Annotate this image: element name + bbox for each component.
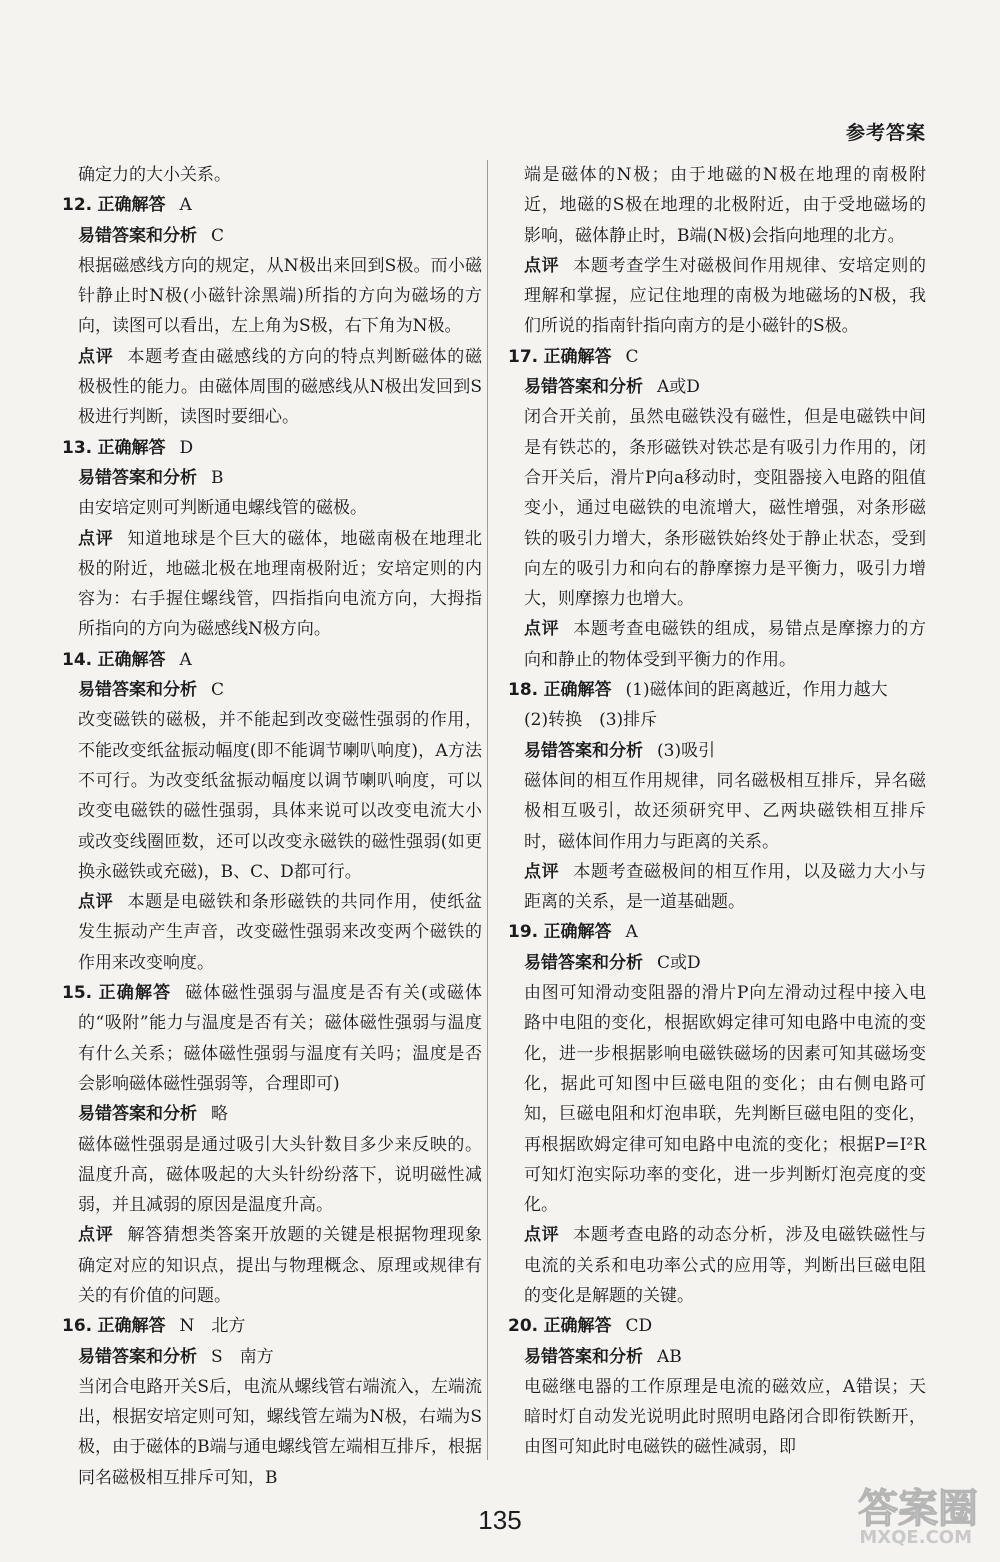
q18-wrong-line [508,736,926,766]
column-divider [487,160,488,1460]
q13-wrong-line [62,463,482,493]
q12-number: 12. [62,195,93,216]
q19-correct-label: 正确解答 [543,922,612,943]
intro-text: 确定力的大小关系。 [78,165,231,185]
q19-number: 19. [508,922,539,943]
q12-analysis: 根据磁感线方向的规定，从N极出来回到S极。而小磁针静止时N极(小磁针涂黑端)所指的方向为磁场的方向，读图可以看出，左上角为S极，右下角为N极。 [78,255,482,337]
q19-answer-line [508,917,926,947]
q12-correct-label: 正确解答 [97,195,166,216]
q14-correct-label: 正确解答 [97,649,166,670]
q16-comment-label: 点评 [524,255,560,276]
q17-wrong: A或D [657,377,700,398]
q19-analysis: 由图可知滑动变阻器的滑片P向左滑动过程中接入电路中电阻的变化，根据欧姆定律可知电路中电流的变化，进一步根据影响电磁铁磁场的因素可知其磁场变化，据此可知图中巨磁电阻的变化；由右侧电路可知，巨磁电阻和灯泡串联，先判断巨磁电阻的变化，再根据欧姆定律可知电路中电流的变化；根据P=I²R可知灯泡实际功率的变化，进一步判断灯泡亮度的变化。 [524,983,926,1216]
q16-number: 16. [62,1316,93,1337]
q18-number: 18. [508,680,539,701]
q17-comment-label: 点评 [524,619,560,640]
q12-wrong-line [62,221,482,251]
q20-wrong-line [508,1342,926,1372]
q13-wrong: B [211,467,224,488]
q15-correct-label: 正确解答 [98,983,172,1004]
q19-comment: 本题考查电路的动态分析，涉及电磁铁磁性与电流的关系和电功率公式的应用等，判断出巨磁电阻的变化是解题的关键。 [524,1225,927,1306]
q17-number: 17. [508,346,539,367]
q18-analysis: 磁体间的相互作用规律，同名磁极相互排斥，异名磁极相互吸引，故还须研究甲、乙两块磁铁相互排斥时，磁体间作用力与距离的关系。 [524,770,926,852]
q16-comment-line [508,251,926,342]
q15-comment-line [62,1220,482,1311]
q18-comment-line [508,857,926,918]
q19-wrong: C或D [657,952,701,973]
q12-comment-label: 点评 [78,346,114,367]
q19-comment-line [508,1220,926,1311]
q15-comment-label: 点评 [78,1225,114,1246]
q12-wrong: C [211,225,225,246]
q17-wrong-line [508,372,926,402]
q12-comment: 本题考查由磁感线的方向的特点判断磁体的磁极极性的能力。由磁体周围的磁感线从N极出发回到S极进行判断，读图时要细心。 [78,346,483,428]
q18-answer-line [508,675,926,705]
q12-comment-line [62,342,482,433]
q13-wrong-label: 易错答案和分析 [78,467,197,488]
q12-wrong-label: 易错答案和分析 [78,225,197,246]
q15-wrong-label: 易错答案和分析 [78,1104,197,1125]
q16-answer: N 北方 [179,1316,246,1337]
q18-correct-label: 正确解答 [543,680,612,701]
q20-wrong-label: 易错答案和分析 [524,1346,643,1367]
q20-wrong: AB [657,1346,682,1367]
watermark-main: 答案圈 [858,1486,978,1532]
q12-answer: A [179,195,192,216]
q15-analysis: 磁体磁性强弱是通过吸引大头针数目多少来反映的。温度升高，磁体吸起的大头针纷纷落下，说明磁性减弱，并且减弱的原因是温度升高。 [78,1134,482,1216]
q17-wrong-label: 易错答案和分析 [524,377,643,398]
page-number: 135 [478,1505,522,1535]
q15-wrong-line [62,1099,482,1129]
q14-wrong-line [62,675,482,705]
q12-answer-line [62,190,482,220]
q13-correct-label: 正确解答 [97,437,166,458]
q17-answer: C [625,346,639,367]
q20-number: 20. [508,1316,539,1337]
q14-wrong-label: 易错答案和分析 [78,680,197,701]
q15-answer-line [62,978,482,1099]
q19-answer: A [625,922,638,943]
q19-comment-label: 点评 [524,1225,560,1246]
q16-analysis-continued: 端是磁体的N极；由于地磁的N极在地理的南极附近，地磁的S极在地理的北极附近，由于受地磁场的影响，磁体静止时，B端(N极)会指向地理的北方。 [524,165,926,246]
q16-wrong: S 南方 [211,1346,274,1367]
q13-answer: D [179,437,194,458]
q14-number: 14. [62,649,93,670]
q15-answer: 磁体磁性强弱与温度是否有关(或磁体的“吸附”能力与温度是否有关；磁体磁性强弱与温度有什么关系；磁体磁性强弱与温度有关吗；温度是否会影响磁体磁性强弱等，合理即可) [78,983,483,1094]
q14-answer-line [62,645,482,675]
running-header: 参考答案 [845,122,926,144]
q16-analysis: 当闭合电路开关S后，电流从螺线管右端流入，左端流出，根据安培定则可知，螺线管左端为N极，右端为S极，由于磁体的B端与通电螺线管左端相互排斥，根据同名磁极相互排斥可知，B [78,1376,482,1488]
q15-comment: 解答猜想类答案开放题的关键是根据物理现象确定对应的知识点，提出与物理概念、原理或规律有关的有价值的问题。 [78,1225,483,1306]
q13-comment: 知道地球是个巨大的磁体，地磁南极在地理北极的附近，地磁北极在地理南极附近；安培定则的内容为：右手握住螺线管，四指指向电流方向，大拇指所指向的方向为磁感线N极方向。 [78,528,483,640]
q16-comment: 本题考查学生对磁极间作用规律、安培定则的理解和掌握，应记住地理的南极为地磁场的N极，我们所说的指南针指向南方的是小磁针的S极。 [524,255,927,337]
q15-number: 15. [62,983,93,1004]
left-column [62,160,482,1493]
q13-answer-line [62,433,482,463]
q17-correct-label: 正确解答 [543,346,612,367]
q18-comment: 本题考查磁极间的相互作用，以及磁力大小与距离的关系，是一道基础题。 [524,861,927,913]
q16-wrong-label: 易错答案和分析 [78,1346,197,1367]
q17-analysis: 闭合开关前，虽然电磁铁没有磁性，但是电磁铁中间是有铁芯的，条形磁铁对铁芯是有吸引力作用的，闭合开关后，滑片P向a移动时，变阻器接入电路的阻值变小，通过电磁铁的电流增大，磁性增强，对条形磁铁的吸引力增大，条形磁铁始终处于静止状态，受到向左的吸引力和向右的静摩擦力是平衡力，吸引力增大，则摩擦力也增大。 [524,407,926,610]
q14-comment-line [62,887,482,978]
q19-wrong-line [508,948,926,978]
q16-answer-line [62,1311,482,1341]
q17-comment-line [508,614,926,675]
q13-analysis: 由安培定则可判断通电螺线管的磁极。 [78,498,367,519]
q16-wrong-line [62,1342,482,1372]
q18-wrong: (3)吸引 [657,740,716,761]
q14-comment: 本题是电磁铁和条形磁铁的共同作用，使纸盆发生振动产生声音，改变磁性强弱来改变两个磁铁的作用来改变响度。 [78,892,483,973]
q14-wrong: C [211,680,225,701]
q20-correct-label: 正确解答 [543,1316,612,1337]
q13-comment-label: 点评 [78,528,114,549]
q13-number: 13. [62,437,93,458]
q19-wrong-label: 易错答案和分析 [524,952,643,973]
q18-answer-continued: (2)转换 (3)排斥 [524,710,658,731]
q17-comment: 本题考查电磁铁的组成，易错点是摩擦力的方向和静止的物体受到平衡力的作用。 [524,619,927,670]
watermark-sub: MXQE.COM [859,1527,972,1548]
q13-comment-line [62,524,482,645]
q20-analysis: 电磁继电器的工作原理是电流的磁效应，A错误；天暗时灯自动发光说明此时照明电路闭合即衔铁断开，由图可知此时电磁铁的磁性减弱，即 [524,1376,926,1458]
q16-correct-label: 正确解答 [97,1316,166,1337]
q14-answer: A [179,649,192,670]
watermark-logo [832,1475,982,1553]
q14-analysis: 改变磁铁的磁极，并不能起到改变磁性强弱的作用，不能改变纸盆振动幅度(即不能调节喇叭响度)，A方法不可行。为改变纸盆振动幅度以调节喇叭响度，可以改变电磁铁的磁性强弱，具体来说可以改变电流大小或改变线圈匝数，还可以改变永磁铁的磁性强弱(如更换永磁铁或充磁)，B、C、D都可行。 [78,710,482,882]
q14-comment-label: 点评 [78,892,114,913]
q18-wrong-label: 易错答案和分析 [524,740,643,761]
right-column [508,160,926,1463]
q18-answer: (1)磁体间的距离越近，作用力越大 [625,680,888,701]
q17-answer-line [508,342,926,372]
q20-answer-line [508,1311,926,1341]
q18-comment-label: 点评 [524,861,560,882]
q15-wrong: 略 [211,1104,228,1125]
q20-answer: CD [625,1316,653,1337]
